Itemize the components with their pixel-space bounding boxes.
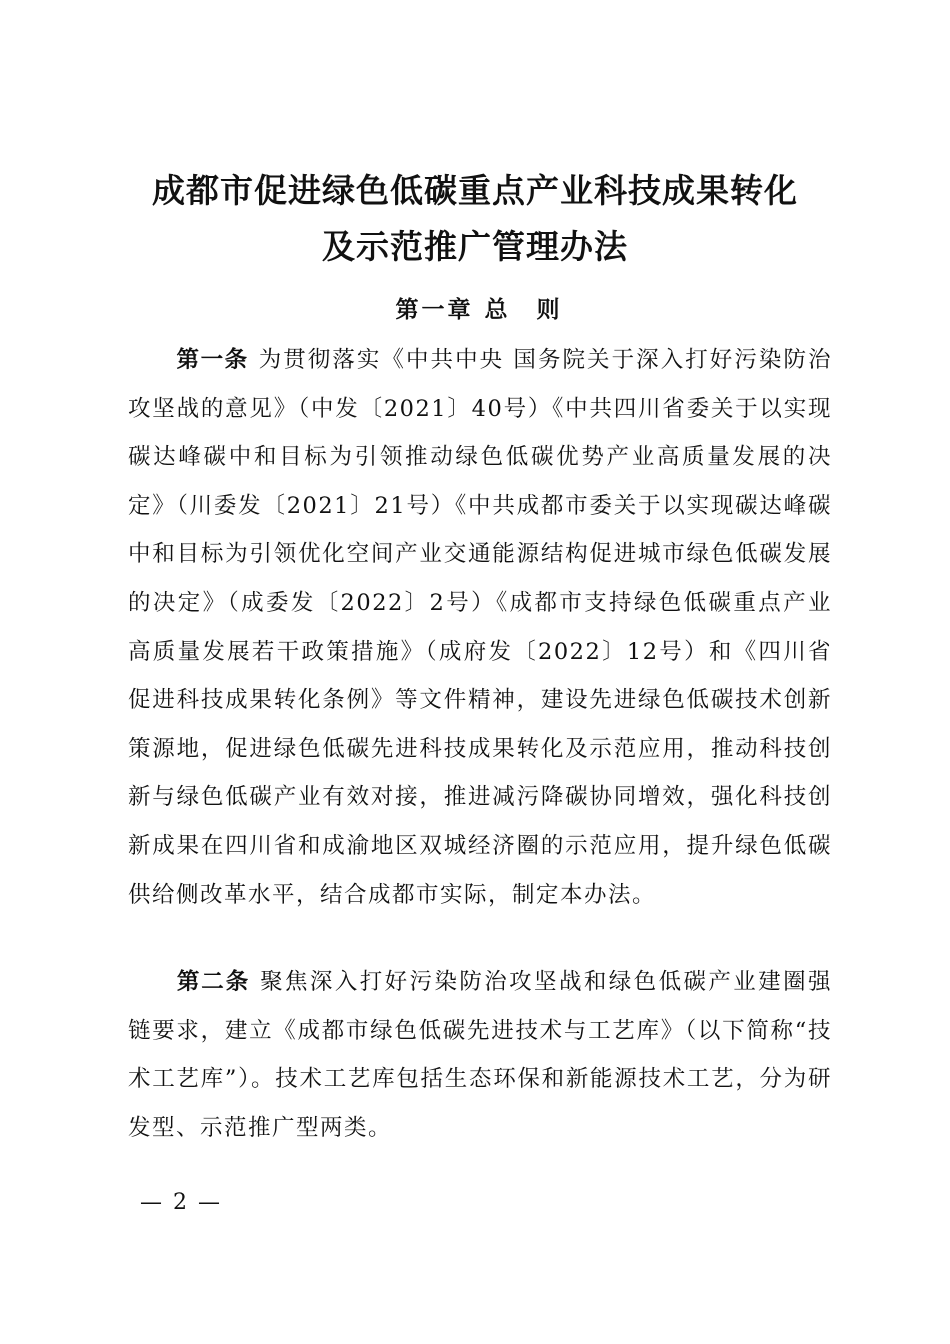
article-2-text: 聚焦深入打好污染防治攻坚战和绿色低碳产业建圈强链要求，建立《成都市绿色低碳先进技术与工艺库》（以下简称“技术工艺库”）。技术工艺库包括生态环保和新能源技术工艺，分为研发型、示范推广型两类。 [128, 969, 832, 1141]
document-title-line-2: 及示范推广管理办法 [322, 227, 628, 266]
chapter-heading: 第一章 总 则 [395, 297, 563, 323]
article-1 [128, 336, 832, 919]
article-1-text: 为贯彻落实《中共中央 国务院关于深入打好污染防治攻坚战的意见》（中发〔2021〕40号）《中共四川省委关于以实现碳达峰碳中和目标为引领推动绿色低碳优势产业高质量发展的决定》（川委发〔2021〕21号）《中共成都市委关于以实现碳达峰碳中和目标为引领优化空间产业交通能源结构促进城市绿色低碳发展的决定》（成委发〔2022〕2号）《成都市支持绿色低碳重点产业高质量发展若干政策措施》（成府发〔2022〕12号）和《四川省促进科技成果转化条例》等文件精神，建设先进绿色低碳技术创新策源地，促进绿色低碳先进科技成果转化及示范应用，推动科技创新与绿色低碳产业有效对接，推进减污降碳协同增效，强化科技创新成果在四川省和成渝地区双城经济圈的示范应用，提升绿色低碳供给侧改革水平，结合成都市实际，制定本办法。 [128, 347, 832, 908]
article-2 [128, 958, 832, 1152]
article-2-label: 第二条 [176, 969, 251, 995]
page-number: — 2 — [140, 1190, 222, 1215]
article-1-label: 第一条 [176, 347, 249, 373]
document-title-line-1: 成都市促进绿色低碳重点产业科技成果转化 [152, 171, 798, 210]
document-title [0, 163, 950, 275]
